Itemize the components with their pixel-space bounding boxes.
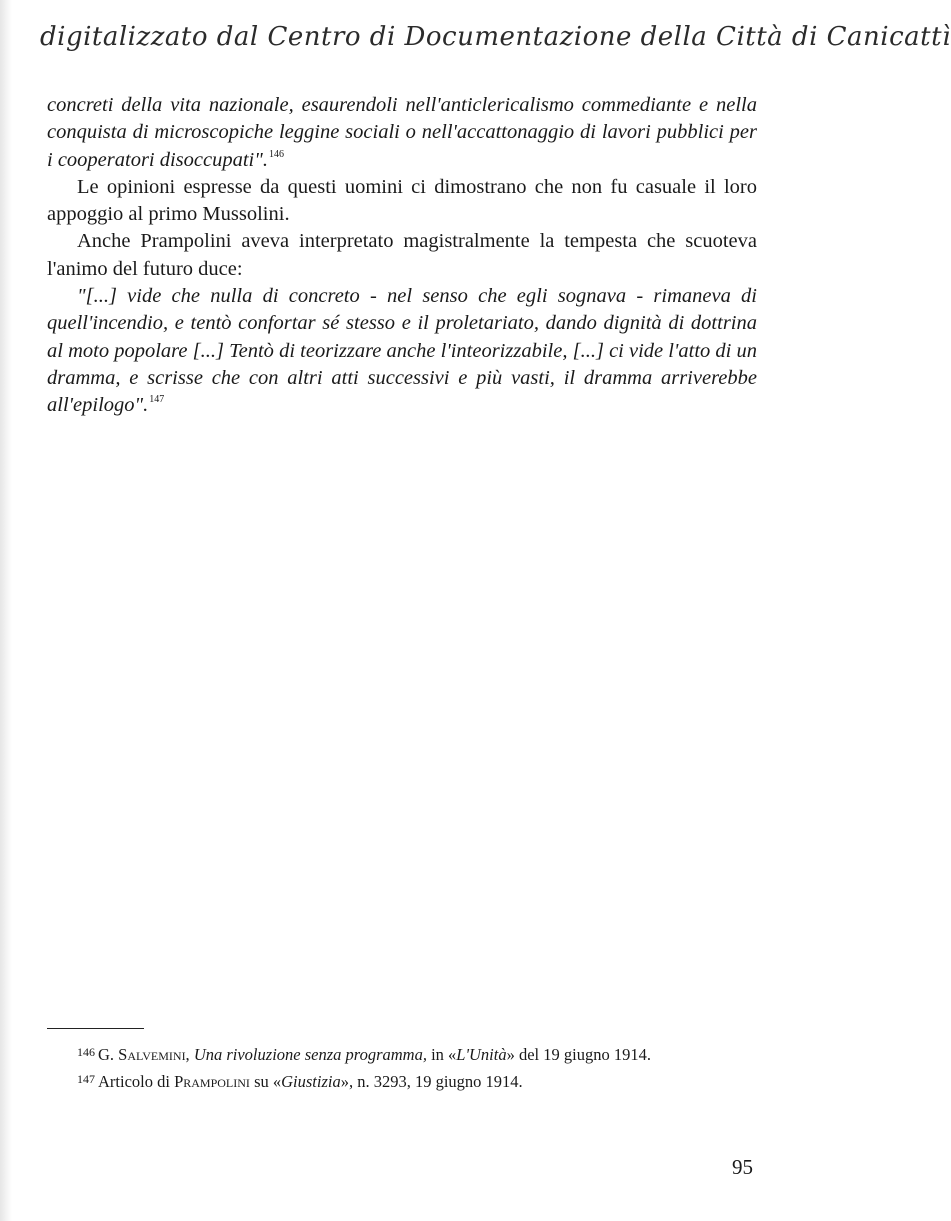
footnote-source: Giustizia (281, 1072, 341, 1091)
footnote-147 (47, 1068, 755, 1093)
footnote-number: 146 (77, 1045, 95, 1059)
page-number: 95 (732, 1155, 753, 1179)
footnote-text: Articolo di (98, 1072, 170, 1091)
page-scan-edge (0, 0, 12, 1221)
footnote-text: », n. 3293, 19 giugno 1914. (340, 1072, 523, 1091)
footnote-source: L'Unità (456, 1045, 507, 1064)
footnote-title: Una rivoluzione senza programma, (193, 1045, 427, 1064)
digitization-watermark: digitalizzato dal Centro di Documentazione della Città di Canicattì (40, 22, 951, 52)
footnote-text: su « (254, 1072, 282, 1091)
footnote-number: 147 (77, 1072, 95, 1086)
footnote-author: G. Salvemini, (98, 1045, 190, 1064)
footnotes (47, 1041, 755, 1095)
paragraph-quote-continuation (47, 92, 757, 174)
footnote-text: in « (431, 1045, 457, 1064)
paragraph-text: concreti della vita nazionale, esaurendoli nell'anticlericalismo commediante e nella conquista di microscopiche leggine sociali o nell'accattonaggio di lavori pubblici per i cooperatori disoccupati". (47, 94, 757, 171)
footnote-separator (47, 1028, 144, 1029)
paragraph-prampolini: Anche Prampolini aveva interpretato magistralmente la tempesta che scuoteva l'animo del futuro duce: (47, 230, 757, 280)
paragraph-prampolini-quote (47, 283, 757, 419)
footnote-ref-146[interactable]: 146 (269, 148, 284, 160)
paragraph-text: "[...] vide che nulla di concreto - nel senso che egli sognava - rimaneva di quell'incendio, e tentò confortar sé stesso e il proletariato, dando dignità di dottrina al moto popolare [...] Tentò di teorizzare anche l'inteorizzabile, [...] ci vide l'atto di un dramma, e scrisse che con altri atti successivi e più vasti, il dramma arriverebbe all'epilogo". (47, 285, 757, 417)
paragraph-opinions: Le opinioni espresse da questi uomini ci dimostrano che non fu casuale il loro appoggio al primo Mussolini. (47, 175, 757, 226)
footnote-text: » del 19 giugno 1914. (506, 1045, 651, 1064)
footnote-ref-147[interactable]: 147 (149, 394, 165, 406)
footnote-author: Prampolini (174, 1072, 250, 1091)
footnote-146 (47, 1041, 755, 1066)
main-text (47, 92, 757, 420)
